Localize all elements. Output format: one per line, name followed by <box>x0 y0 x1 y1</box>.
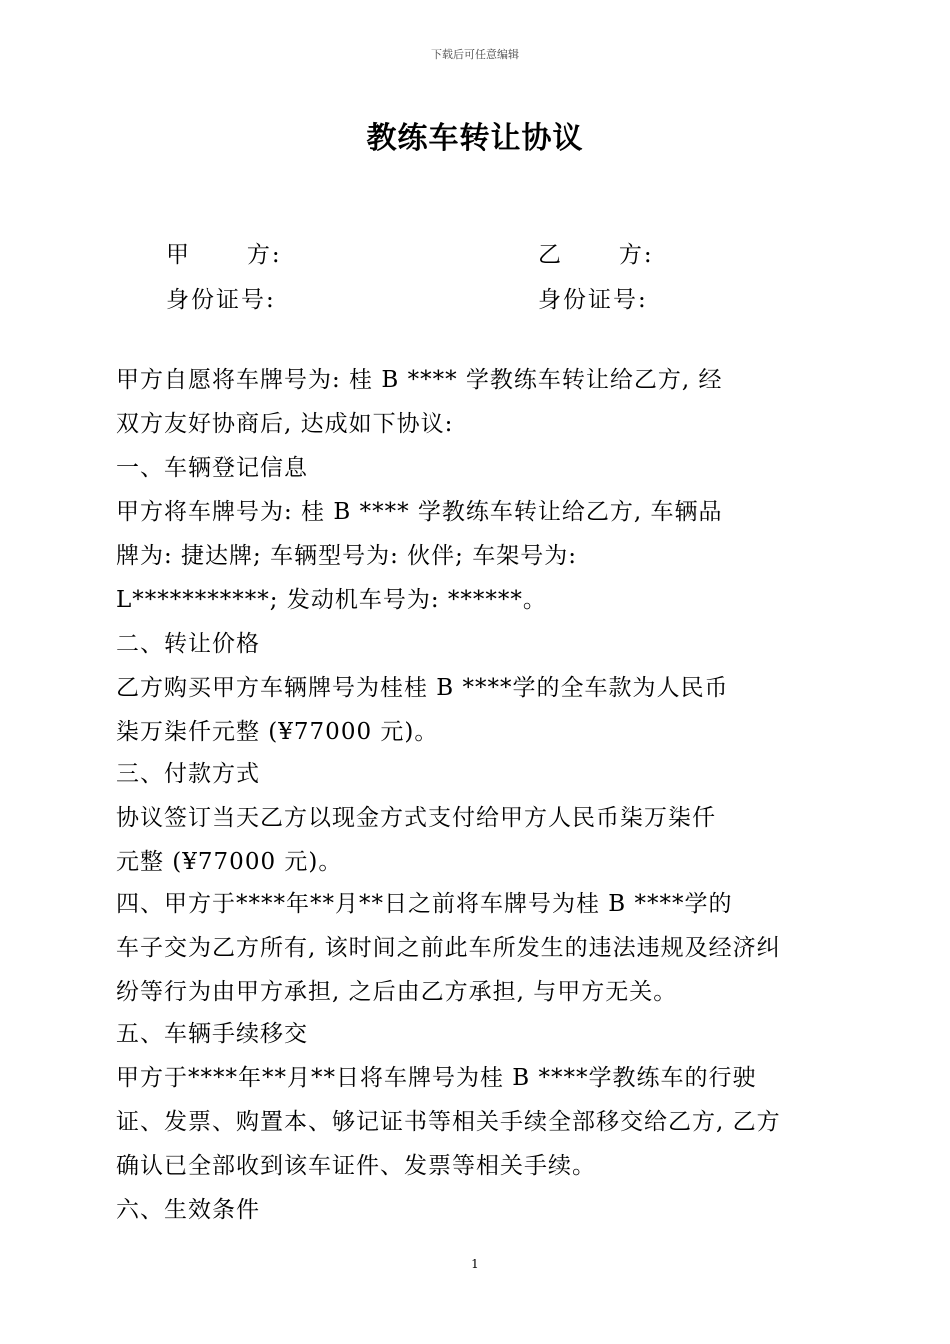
text-line: 乙方购买甲方车辆牌号为桂桂 B ****学的全车款为人民币 <box>116 675 729 701</box>
page-number: 1 <box>471 1257 479 1271</box>
text-line: 纷等行为由甲方承担, 之后由乙方承担, 与甲方无关。 <box>116 979 678 1005</box>
section-1-text <box>116 490 836 622</box>
text-line: L***********; 发动机车号为: ******。 <box>116 587 547 613</box>
text-line: 双方友好协商后, 达成如下协议: <box>116 411 454 437</box>
text-line: 车子交为乙方所有, 该时间之前此车所发生的违法违规及经济纠 <box>116 935 781 961</box>
section-3-heading <box>116 752 836 796</box>
document-title: 教练车转让协议 <box>366 121 584 156</box>
section-2-heading <box>116 622 836 666</box>
party-a-label: 甲 方: <box>166 242 282 268</box>
text-line: 甲方自愿将车牌号为: 桂 B **** 学教练车转让给乙方, 经 <box>116 367 723 393</box>
text-line: 元整 (¥77000 元)。 <box>116 849 343 875</box>
section-3-text <box>116 796 836 884</box>
text-line: 牌为: 捷达牌; 车辆型号为: 伙伴; 车架号为: <box>116 543 577 569</box>
section-6-heading <box>116 1188 836 1232</box>
header-note: 下载后可任意编辑 <box>431 48 519 61</box>
text-line: 证、发票、购置本、够记证书等相关手续全部移交给乙方, 乙方 <box>116 1109 781 1135</box>
text-line: 甲方于****年**月**日将车牌号为桂 B ****学教练车的行驶 <box>116 1065 757 1091</box>
section-2-text <box>116 666 836 754</box>
text-line: 四、甲方于****年**月**日之前将车牌号为桂 B ****学的 <box>116 891 733 917</box>
text-line: 确认已全部收到该车证件、发票等相关手续。 <box>116 1153 596 1179</box>
text-line: 协议签订当天乙方以现金方式支付给甲方人民币柒万柒仟 <box>116 805 716 831</box>
party-b-label: 乙 方: <box>538 242 654 268</box>
heading-line: 一、车辆登记信息 <box>116 455 308 481</box>
section-1-heading <box>116 446 836 490</box>
heading-line: 二、转让价格 <box>116 631 260 657</box>
heading-line: 五、车辆手续移交 <box>116 1021 308 1047</box>
intro-paragraph <box>116 358 836 446</box>
heading-line: 六、生效条件 <box>116 1197 260 1223</box>
party-a-id-label: 身份证号: <box>166 287 276 313</box>
section-4-text <box>116 882 836 1014</box>
party-b-id-label: 身份证号: <box>538 287 648 313</box>
section-5-text <box>116 1056 836 1188</box>
text-line: 甲方将车牌号为: 桂 B **** 学教练车转让给乙方, 车辆品 <box>116 499 723 525</box>
text-line: 柒万柒仟元整 (¥77000 元)。 <box>116 719 439 745</box>
section-5-heading <box>116 1012 836 1056</box>
heading-line: 三、付款方式 <box>116 761 260 787</box>
